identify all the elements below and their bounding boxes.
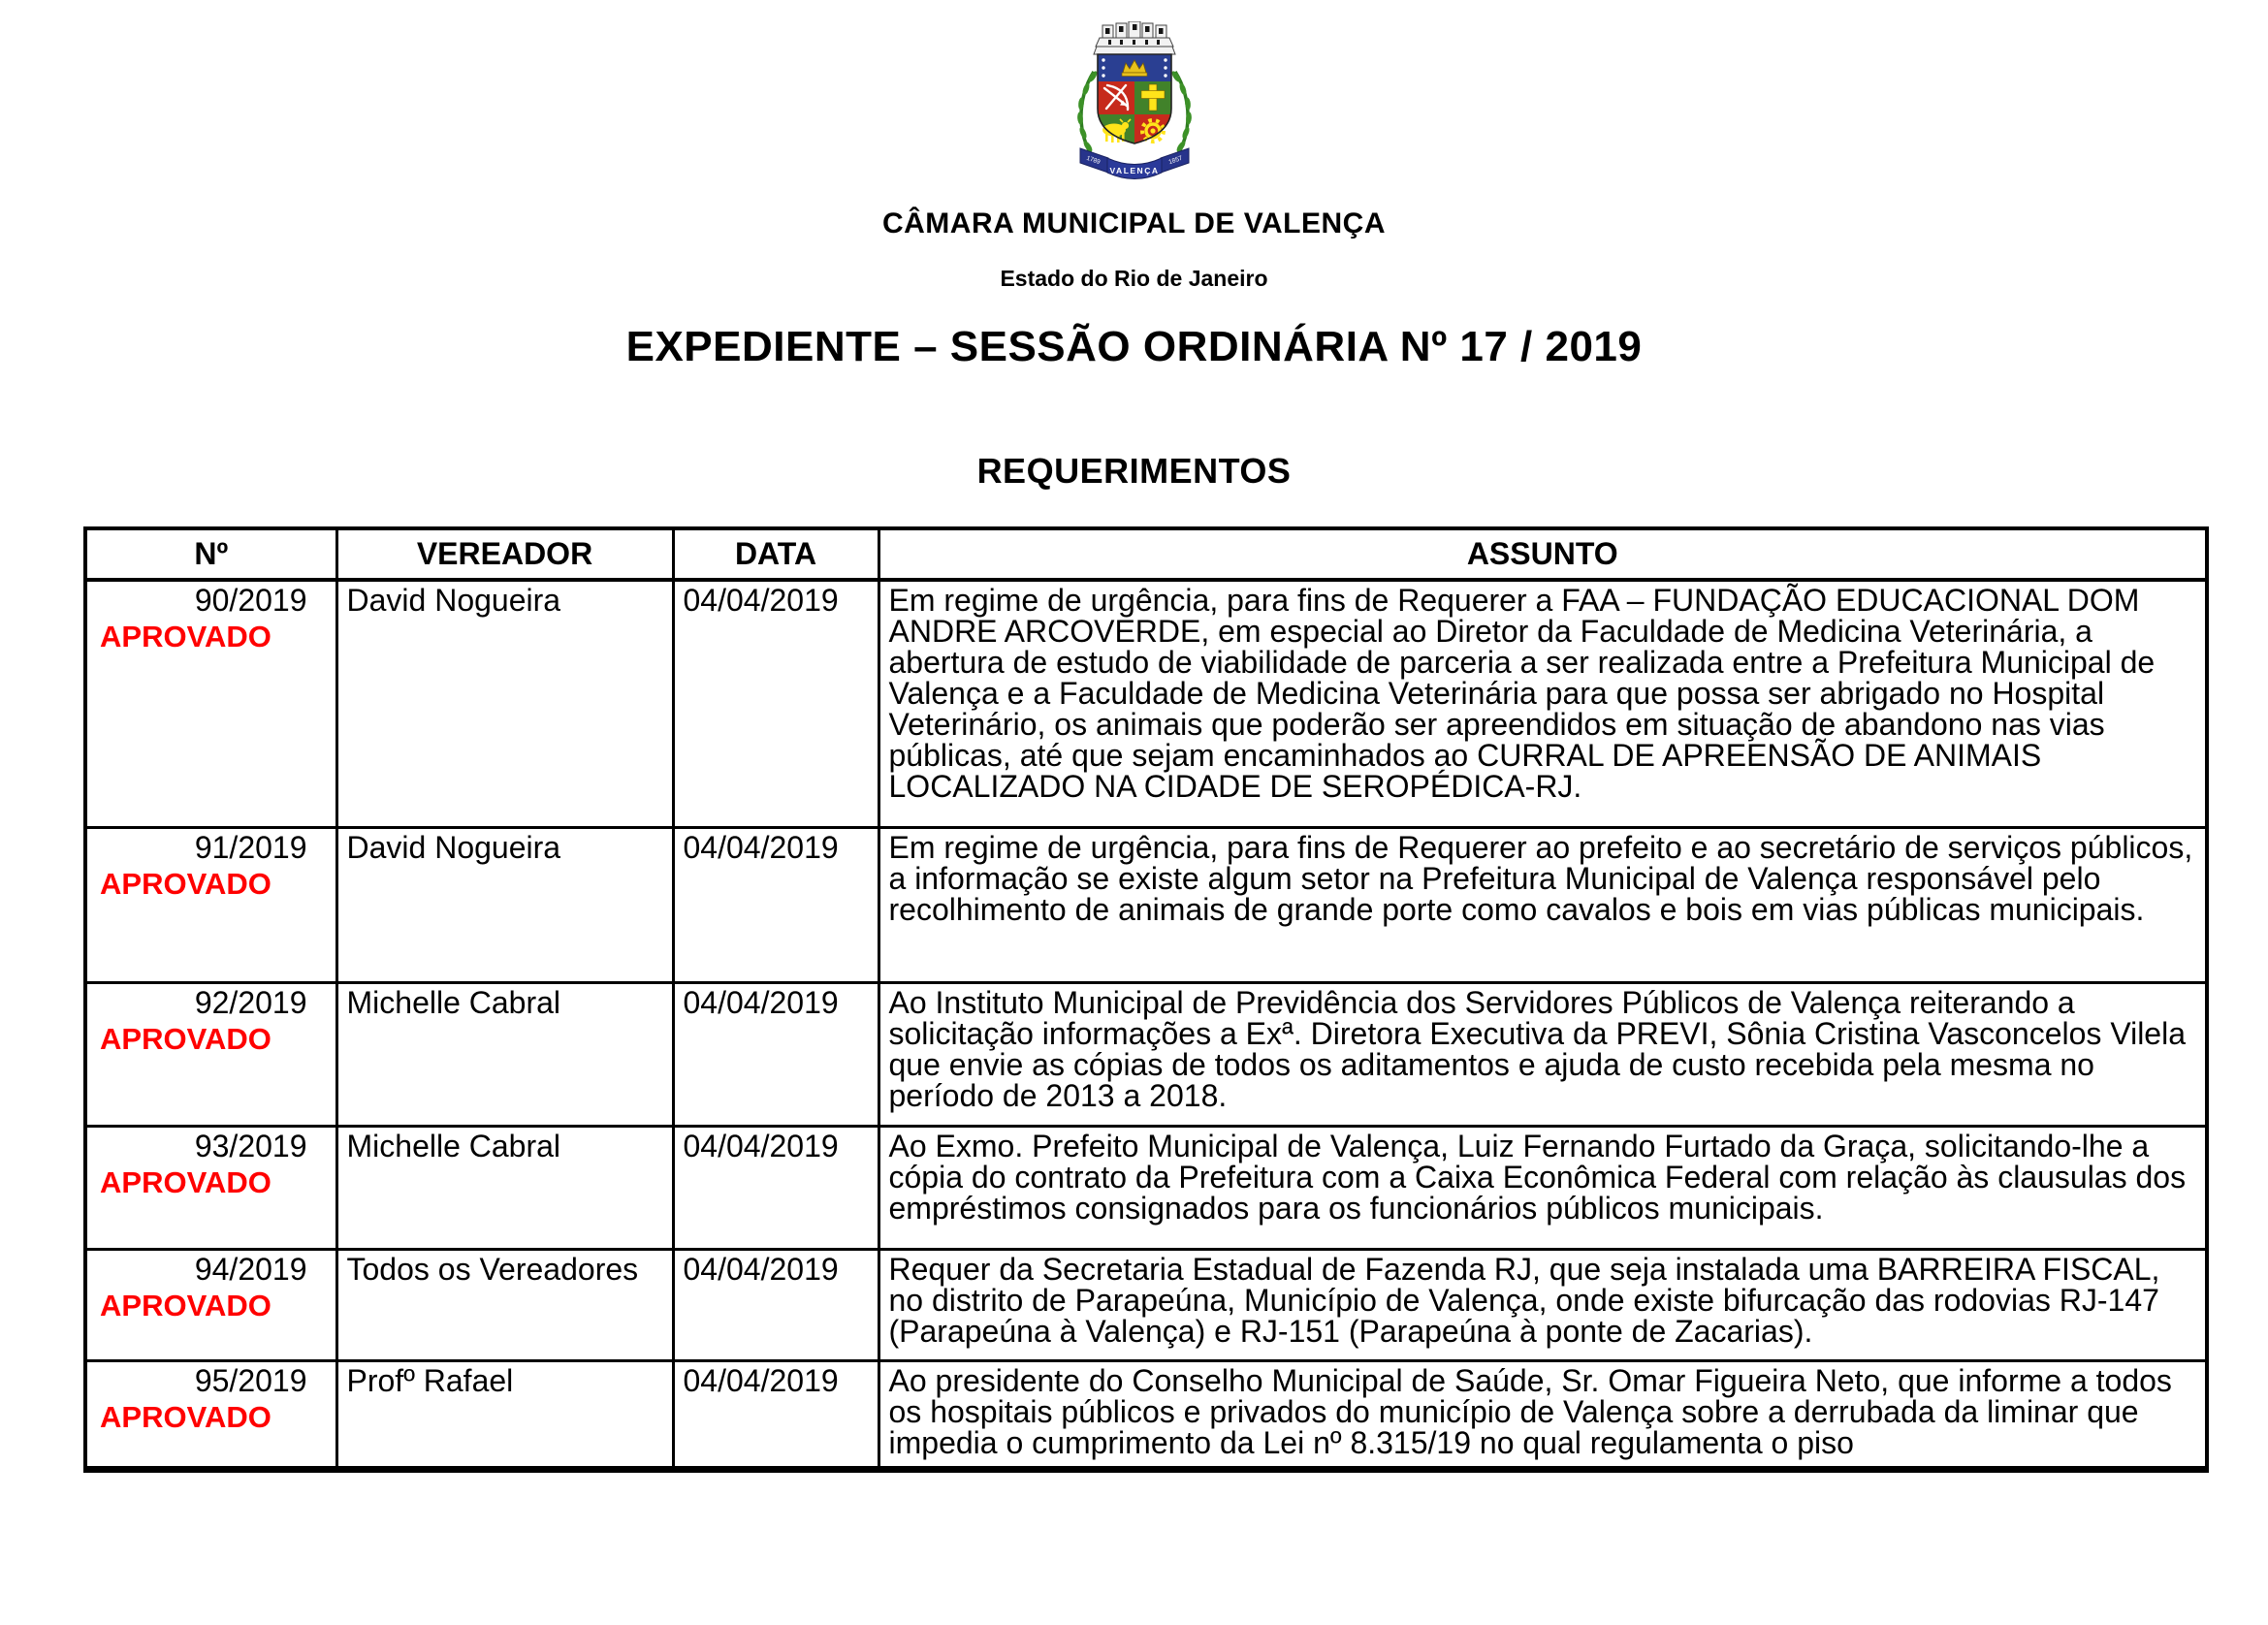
table-row	[85, 1249, 2207, 1360]
status-badge: APROVADO	[100, 620, 272, 653]
cell-data: 04/04/2019	[673, 1360, 878, 1469]
cell-data: 04/04/2019	[673, 1249, 878, 1360]
cell-vereador: David Nogueira	[336, 580, 673, 827]
cell-assunto: Ao Exmo. Prefeito Municipal de Valença, Luiz Fernando Furtado da Graça, solicitando-lhe a cópia do contrato da Prefeitura com a Caixa Econômica Federal com relação às clausulas dos empréstimos consignados para os funcionários públicos municipais.	[878, 1126, 2207, 1249]
column-header-numero: Nº	[85, 528, 336, 580]
status-badge: APROVADO	[100, 1164, 272, 1199]
table-row	[85, 827, 2207, 982]
ribbon-banner-icon	[1080, 148, 1189, 179]
table-row	[85, 1360, 2207, 1469]
cell-numero	[85, 580, 336, 827]
request-number: 93/2019	[194, 1128, 307, 1163]
cell-data: 04/04/2019	[673, 580, 878, 827]
column-header-assunto: ASSUNTO	[878, 528, 2207, 580]
cell-vereador: Todos os Vereadores	[336, 1249, 673, 1360]
table-row	[85, 982, 2207, 1126]
cell-data: 04/04/2019	[673, 1126, 878, 1249]
table-row	[85, 1126, 2207, 1249]
ribbon-city-name: VALENÇA	[1109, 166, 1159, 175]
section-title: REQUERIMENTOS	[976, 451, 1292, 491]
cell-vereador: Profº Rafael	[336, 1360, 673, 1469]
cell-numero	[85, 1249, 336, 1360]
request-number: 90/2019	[194, 583, 307, 618]
ribbon-year-left: 1789	[1085, 154, 1101, 167]
cell-assunto: Em regime de urgência, para fins de Requerer ao prefeito e ao secretário de serviços públicos, a informação se existe algum setor na Prefeitura Municipal de Valença responsável pelo recolhimento de animais de grande porte como cavalos e bois em vias públicas municipais.	[878, 827, 2207, 982]
cell-assunto: Requer da Secretaria Estadual de Fazenda RJ, que seja instalada uma BARREIRA FISCAL, no distrito de Parapeúna, Município de Valença, onde existe bifurcação das rodovias RJ-147 (Parapeúna à Valença) e RJ-151 (Parapeúna à ponte de Zacarias).	[878, 1249, 2207, 1360]
document-header	[0, 21, 2268, 492]
cell-numero	[85, 1360, 336, 1469]
cell-numero	[85, 827, 336, 982]
ribbon-year-right: 1857	[1167, 154, 1183, 167]
column-header-vereador: VEREADOR	[336, 528, 673, 580]
cell-numero	[85, 1126, 336, 1249]
cell-data: 04/04/2019	[673, 827, 878, 982]
cell-vereador: Michelle Cabral	[336, 982, 673, 1126]
column-header-data: DATA	[673, 528, 878, 580]
document-page	[0, 21, 2268, 1625]
request-number: 95/2019	[194, 1362, 307, 1398]
status-badge: APROVADO	[100, 1399, 272, 1434]
cell-assunto: Em regime de urgência, para fins de Requerer a FAA – FUNDAÇÃO EDUCACIONAL DOM ANDRE ARCOVERDE, em especial ao Diretor da Faculdade de Medicina Veterinária, a abertura de estudo de viabilidade de parceria a ser realizada entre a Prefeitura Municipal de Valença e a Faculdade de Medicina Veterinária para que possa ser abrigado no Hospital Veterinário, os animais que poderão ser apreendidos em situação de abandono nas vias públicas, até que sejam encaminhados ao CURRAL DE APREENSÃO DE ANIMAIS LOCALIZADO NA CIDADE DE SEROPÉDICA-RJ.	[878, 580, 2207, 827]
cell-vereador: Michelle Cabral	[336, 1126, 673, 1249]
page-title: EXPEDIENTE – SESSÃO ORDINÁRIA Nº 17 / 2019	[625, 323, 1643, 370]
coat-of-arms-icon	[1070, 21, 1198, 184]
request-number: 91/2019	[194, 829, 307, 865]
state-name: Estado do Rio de Janeiro	[1000, 266, 1268, 291]
cell-assunto: Ao Instituto Municipal de Previdência dos Servidores Públicos de Valença reiterando a solicitação informações a Exª. Diretora Executiva da PREVI, Sônia Cristina Vasconcelos Vilela que envie as cópias de todos os aditamentos e ajuda de custo recebida pela mesma no período de 2013 a 2018.	[878, 982, 2207, 1126]
status-badge: APROVADO	[100, 866, 272, 901]
table-header-row	[85, 528, 2207, 580]
table-row	[85, 580, 2207, 827]
cell-data: 04/04/2019	[673, 982, 878, 1126]
cell-vereador: David Nogueira	[336, 827, 673, 982]
status-badge: APROVADO	[100, 1288, 272, 1322]
cell-numero	[85, 982, 336, 1126]
request-number: 94/2019	[194, 1251, 307, 1287]
organization-name: CÂMARA MUNICIPAL DE VALENÇA	[881, 207, 1387, 239]
status-badge: APROVADO	[100, 1021, 272, 1056]
request-number: 92/2019	[194, 984, 307, 1020]
cell-assunto: Ao presidente do Conselho Municipal de Saúde, Sr. Omar Figueira Neto, que informe a todos os hospitais públicos e privados do município de Valença sobre a derrubada da liminar que impedia o cumprimento da Lei nº 8.315/19 no qual regulamenta o piso	[878, 1360, 2207, 1469]
requests-table	[83, 526, 2209, 1473]
